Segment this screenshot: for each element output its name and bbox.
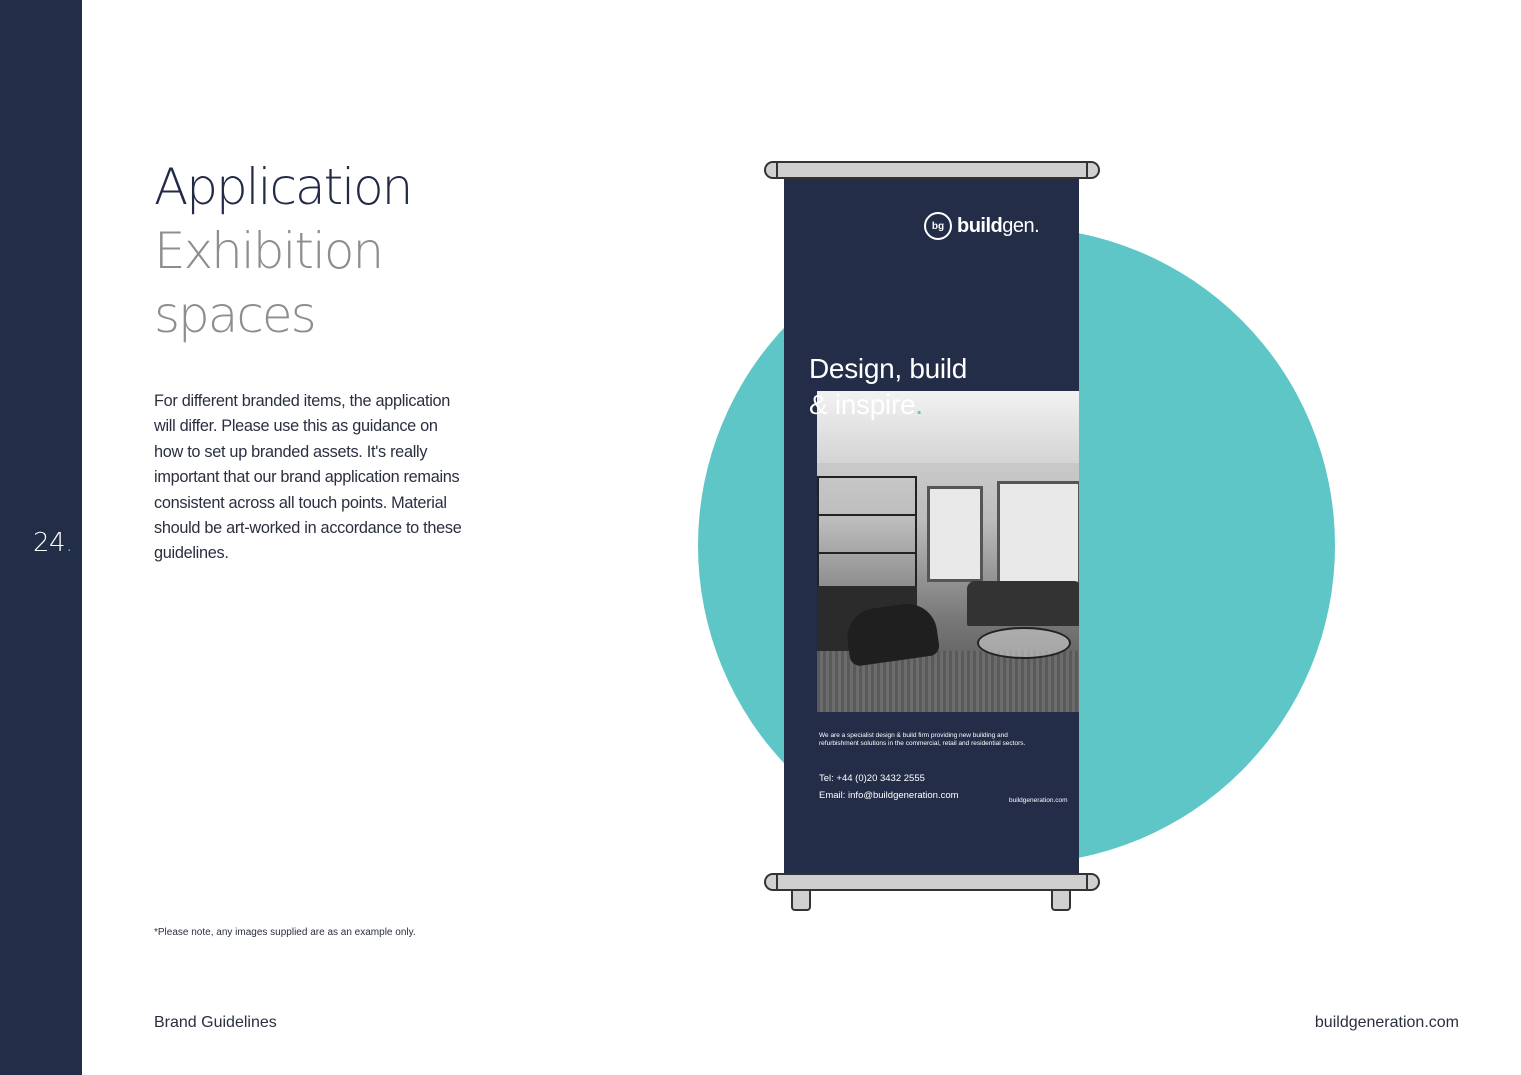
- banner-top-bar: [764, 161, 1100, 179]
- body-paragraph: For different branded items, the application will differ. Please use this as guidance on how to set up branded assets. It's really important that our brand application remains consistent across all touch points. Material should be art-worked in accordance to these guidelines.: [154, 392, 462, 563]
- office-interior-photo: [817, 391, 1079, 712]
- footnote: *Please note, any images supplied are as an example only.: [154, 927, 416, 938]
- title-line-3: spaces: [154, 286, 315, 344]
- banner-telephone: Tel: +44 (0)20 3432 2555: [819, 773, 925, 784]
- headline-line-2: & inspire.: [809, 389, 923, 420]
- footer-website: buildgeneration.com: [1314, 1014, 1459, 1031]
- page-title: [154, 155, 411, 347]
- title-line-1: Application: [154, 158, 412, 216]
- banner-email: Email: info@buildgeneration.com: [819, 790, 959, 801]
- sidebar: [0, 0, 82, 1075]
- banner-foot-right: [1051, 889, 1071, 911]
- logo-wordmark: buildgen.: [957, 214, 1040, 237]
- banner-headline: [809, 351, 967, 423]
- banner-description: We are a specialist design & build firm providing new building and refurbishment solutions in the commercial, retail and residential sectors.: [819, 732, 1026, 747]
- banner-website: buildgeneration.com: [1009, 797, 1068, 804]
- footer-brand-guidelines: Brand Guidelines: [154, 1014, 277, 1031]
- bg-logo-icon: bg: [924, 212, 952, 240]
- page-number: 24.: [33, 528, 73, 558]
- banner-foot-left: [791, 889, 811, 911]
- headline-line-1: Design, build: [809, 353, 967, 384]
- page-number-dot: .: [65, 528, 73, 558]
- roller-banner: [784, 179, 1079, 875]
- buildgen-logo: [924, 212, 1039, 240]
- banner-bottom-bar: [764, 873, 1100, 891]
- title-line-2: Exhibition: [154, 222, 383, 280]
